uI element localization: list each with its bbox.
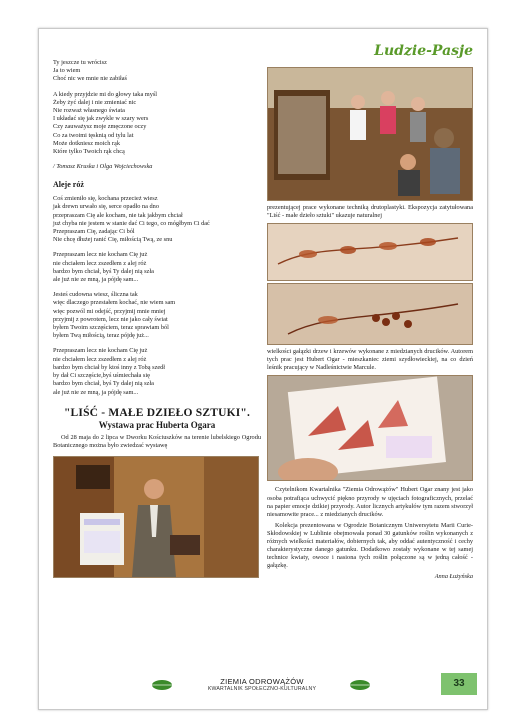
poem-line: Żeby żyć dalej i nie zmieniać nic <box>53 98 137 106</box>
poem-line: Przepraszam lecz nie kocham Cię już <box>53 347 148 355</box>
poem-two-stanza-three <box>53 291 261 340</box>
leaf-icon-right <box>349 679 371 691</box>
poem-line: byłem Twoim szczęściem, teraz sprawiam ból <box>53 324 169 332</box>
brand-subtitle: KWARTALNIK SPOŁECZNO-KULTURALNY <box>207 686 317 692</box>
leaf-icon-left <box>151 679 173 691</box>
poem-signature: / Tomasz Kruska i Olga Wojciechowska <box>53 163 153 171</box>
poem-line: bardzo bym chciał by ktoś inny z Tobą szedł <box>53 363 166 371</box>
brand-name: ZIEMIA ODROWĄŻÓW <box>220 677 304 686</box>
article-text-part-two: wielkości gałązki drzew i krzewów wykonane z miedzianych drucików. Autorem tych prac jest Hubert Ogar - mieszkaniec ziemi szydłowieckiej, na co dzień leśnik pracujący w Nadleśnictwie Marcule. <box>267 348 473 372</box>
poem-line: bardzo bym chciał, byś Ty dalej nią szła <box>53 380 154 388</box>
poem-line: bardzo bym chciał, byś Ty dalej nią szła <box>53 267 154 275</box>
poem-line: I układać się jak zwykle w szary wers <box>53 115 149 123</box>
poem-line: więc pozwól mi odejść, przyjmij mnie mniej <box>53 307 166 315</box>
page-number-badge: 33 <box>441 673 477 695</box>
poem-two-stanza-one <box>53 195 261 244</box>
portrait-illustration <box>54 457 258 577</box>
left-column <box>53 59 261 578</box>
photo-leaf-artwork <box>267 375 473 481</box>
poem-line: już chyba nie jestem w stanie dać Ci tego, co mógłbym Ci dać <box>53 219 210 227</box>
photo-author-portrait <box>53 456 259 578</box>
poem-one-stanza-two <box>53 91 261 157</box>
poem-line: Które tylko Twoich rąk chcą <box>53 148 125 156</box>
article-title: "LIŚĆ - MAŁE DZIEŁO SZTUKI". <box>63 406 251 419</box>
poem-line: przyjmij z powrotem, lecz nie jako cały świat <box>53 315 168 323</box>
poem-line: Ty jeszcze tu wrócisz <box>53 59 107 66</box>
poem-line: ale już nie ze mną, ja pójdę sam... <box>53 388 139 396</box>
leaf-artwork-illustration <box>268 376 472 480</box>
poem-two-stanza-two <box>53 251 261 284</box>
poem-line: Coś zmieniło się, kochana przecież wiesz <box>53 195 158 203</box>
branches-illustration-bottom <box>268 284 472 344</box>
article-author: Anna Łużyńska <box>434 573 473 581</box>
visitors-illustration <box>268 68 472 200</box>
poem-title: Aleje róż <box>53 180 84 190</box>
photo-copper-branches-top <box>267 223 473 281</box>
poem-line: Jesteś cudowna wiesz, śliczna tak <box>53 291 138 299</box>
magazine-page <box>38 28 488 710</box>
poem-line: jak drewn urwało się, serce opadło na dno <box>53 203 159 211</box>
poem-line: Nie rozważ własnego świata <box>53 107 125 115</box>
poem-line: Może dotkniesz moich rąk <box>53 139 120 147</box>
poem-line: więc dlaczego przestałem kochać, nie wiem sam <box>53 299 176 307</box>
article-intro: Od 28 maja do 2 lipca w Dworku Kościuszków na terenie lubelskiego Ogrodu Botanicznego można było zwiedzać wystawę <box>53 433 261 449</box>
poem-line: Choć nic we mnie nie zabiłaś <box>53 75 127 83</box>
poem-line: nie chciałem lecz zszedłem z alej róż <box>53 355 147 363</box>
section-tag: Ludzie-Pasje <box>374 43 473 59</box>
photo-copper-branches-bottom <box>267 283 473 345</box>
poem-line: Ja to wiem <box>53 67 81 75</box>
poem-line: byłem Twą miłością, teraz pójdę już... <box>53 332 149 340</box>
poem-line: przepraszam Cię ale kocham, nie tak jakbym chciał <box>53 211 183 219</box>
right-column <box>267 67 473 580</box>
article-text-part-three: Czytelnikom Kwartalnika "Ziemia Odrowążów" Hubert Ogar znany jest jako osoba potrafiąca uchwycić piękno przyrody w ujęciach fotograficznych, przelać na papier emocje dzikiej przyrody. Autor licznych artykułów tym razem stworzył niesamowite prace... z miedzianych drucików. <box>267 486 473 518</box>
photo-exhibition-visitors <box>267 67 473 201</box>
poem-line: A kiedy przyjdzie mi do głowy taka myśl <box>53 90 158 98</box>
poem-line: Przepraszam Cię, zadając Ci ból <box>53 228 135 236</box>
article-subtitle: Wystawa prac Huberta Ogara <box>98 419 216 430</box>
branches-illustration-top <box>268 224 472 280</box>
article-text-part-one: prezentującej prace wykonane techniką drutoplastyki. Ekspozycja zatytułowana "Liść - małe dzieło sztuki" ukazuje naturalnej <box>267 204 473 220</box>
poem-one-stanza-one <box>53 59 261 84</box>
poem-line: by dał Ci szczęście,byś uśmiechała się <box>53 372 150 380</box>
poem-two-stanza-four <box>53 347 261 396</box>
poem-line: Nie chcę dłużej ranić Cię, miłością Twą, ze snu <box>53 236 173 244</box>
poem-line: ale już nie ze mną, ja pójdę sam... <box>53 276 139 284</box>
poem-line: nie chciałem lecz zszedłem z alej róż <box>53 259 147 267</box>
publication-brand <box>181 677 343 692</box>
article-text-part-four: Kolekcja prezentowana w Ogrodzie Botanicznym Uniwersytetu Marii Curie-Skłodowskiej w Lublinie obejmowała ponad 30 gatunków roślin wykonanych z różnych wielkości materiałów, dobiernych tak, aby oddać autentyczność i cechy charakterystyczne danego gatunku. Dodatkowo zostały wykonane w tej samej technice kwiaty, owoce i nasiona tych roślin połączone są w jedną całość - gałązkę. <box>267 521 473 570</box>
poem-line: Przepraszam lecz nie kocham Cię już <box>53 251 148 259</box>
poem-line: Co za twoimi tęsknią od tylu lat <box>53 131 134 139</box>
poem-line: Czy zauważysz moje zmęczone oczy <box>53 123 147 131</box>
